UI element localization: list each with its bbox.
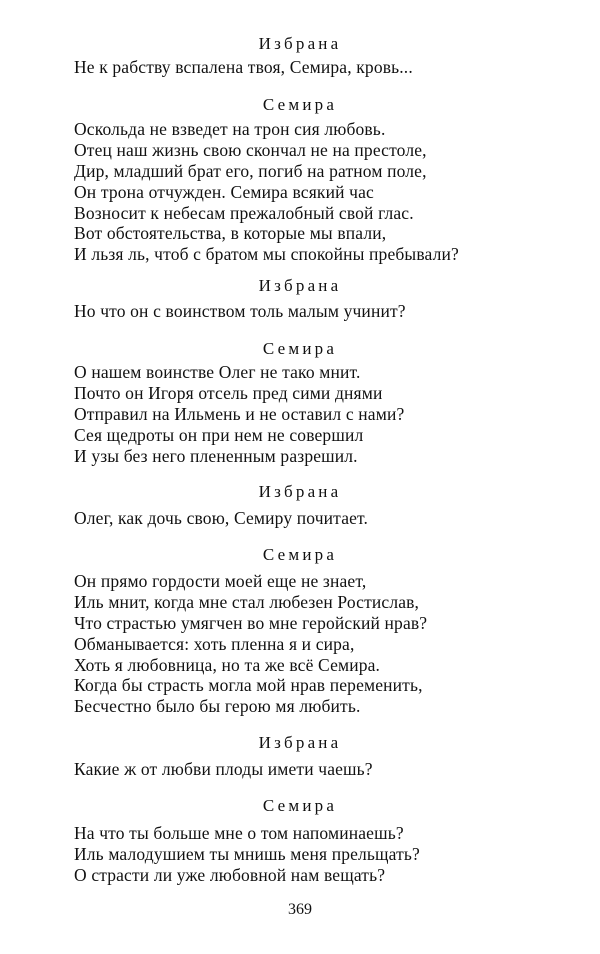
verse-line: Отец наш жизнь свою скончал не на престоле, (74, 139, 427, 160)
speaker-name: Избрана (258, 276, 342, 295)
verse-line: Когда бы страсть могла мой нрав переменить, (74, 675, 423, 696)
verse-line: Оскольда не взведет на трон сия любовь. (74, 119, 386, 139)
verse-line: Вот обстоятельства, в которые мы впали, (74, 223, 387, 244)
verse-block (74, 57, 413, 78)
verse-line: Почто он Игоря отсель пред сими днями (74, 382, 383, 403)
verse-line: О нашем воинстве Олег не тако мнит. (74, 362, 361, 382)
verse-line: Иль мнит, когда мне стал любезен Ростислав, (74, 591, 420, 612)
verse-line: О страсти ли уже любовной нам вещать? (74, 864, 386, 885)
verse-block (74, 571, 427, 717)
speaker-name: Избрана (258, 34, 342, 53)
page-number: 369 (288, 901, 312, 918)
verse-line: Возносит к небесам прежалобный свой глас. (74, 202, 414, 223)
verse-block (74, 301, 406, 322)
verse-line: Иль малодушием ты мнишь меня прельщать? (74, 843, 420, 864)
speaker-name: Семира (262, 95, 338, 114)
verse-line: И узы без него плененным разрешил. (74, 445, 358, 466)
verse-block (74, 362, 404, 466)
verse-line: Он трона отчужден. Семира всякий час (74, 181, 374, 202)
verse-line: Бесчестно было бы герою мя любить. (74, 696, 361, 717)
speaker-name: Избрана (258, 482, 342, 501)
speaker-name: Избрана (258, 733, 342, 752)
verse-line: Хоть я любовница, но та же всё Семира. (74, 654, 381, 675)
verse-block (74, 119, 459, 265)
verse-line: Дир, младший брат его, погиб на ратном поле, (74, 160, 427, 181)
verse-line: И льзя ль, чтоб с братом мы спокойны пребывали? (74, 244, 459, 265)
verse-block (74, 508, 368, 529)
verse-line: Не к рабству вспалена твоя, Семира, кровь... (74, 57, 413, 77)
verse-line: Сея щедроты он при нем не совершил (74, 424, 364, 445)
speaker-name: Семира (262, 796, 338, 815)
verse-line: Обманывается: хоть пленна я и сира, (74, 633, 355, 654)
verse-line: Отправил на Ильмень и не оставил с нами? (74, 403, 405, 424)
verse-line: Какие ж от любви плоды имети чаешь? (74, 759, 373, 779)
verse-line: Он прямо гордости моей еще не знает, (74, 571, 367, 591)
verse-line: Что страстью умягчен во мне геройский нрав? (74, 612, 428, 633)
verse-line: Олег, как дочь свою, Семиру почитает. (74, 508, 369, 528)
speaker-name: Семира (262, 339, 338, 358)
speaker-name: Семира (262, 545, 338, 564)
verse-line: На что ты больше мне о том напоминаешь? (74, 823, 404, 843)
verse-line: Но что он с воинством толь малым учинит? (74, 301, 406, 321)
verse-block (74, 823, 420, 886)
verse-block (74, 759, 373, 780)
